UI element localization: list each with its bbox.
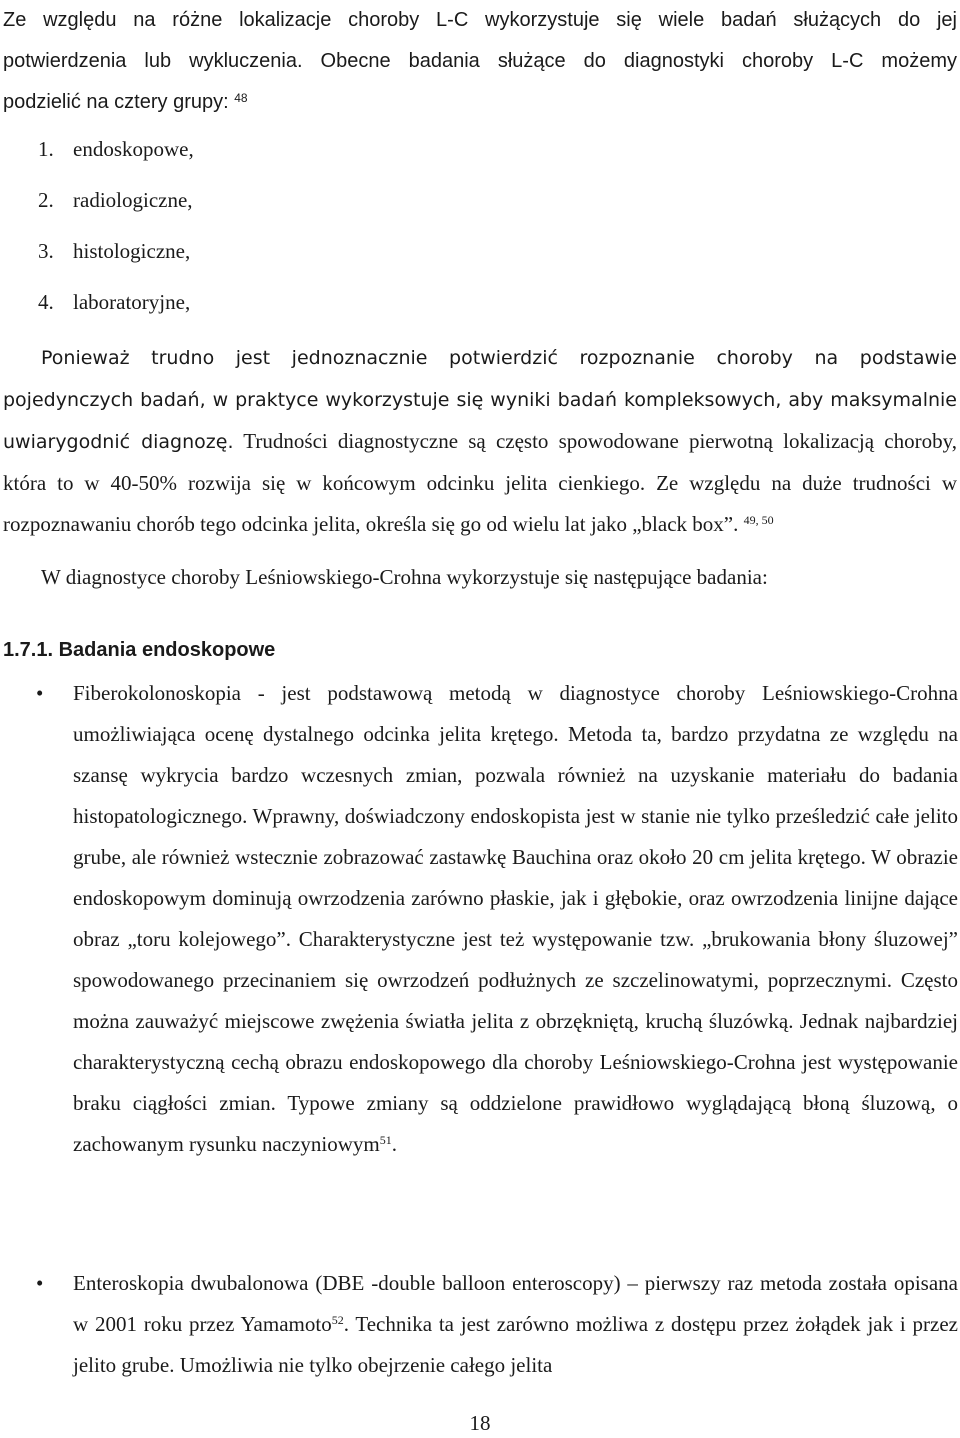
- list-number: 1.: [38, 137, 54, 161]
- bullet-tail: .: [391, 1132, 397, 1156]
- paragraph-part: Ze względu na duże trudności w rozpoznawaniu chorób tego odcinka jelita, określa się go od wielu lat jako „black box”.: [3, 471, 958, 536]
- paragraph-part: Trudności diagnostyczne są często spowodowane pierwotną lokalizacją choroby, która to w 40-50% rozwija się w końcowym odcinku jelita cienkiego.: [3, 429, 957, 495]
- list-number: 4.: [38, 290, 54, 314]
- intro-line: [3, 82, 957, 123]
- list-item: [38, 175, 194, 226]
- list-label: endoskopowe,: [73, 137, 194, 161]
- paragraph-part: Ponieważ trudno jest jednoznacznie potwierdzić rozpoznanie choroby na podstawie pojedynczych badań, w praktyce wykorzystuje się wyniki badań kompleksowych, aby maksymalnie uwiarygodnić diagnozę.: [3, 347, 957, 453]
- intro-line-text: podzielić na cztery grupy:: [3, 91, 235, 113]
- list-item: [38, 226, 194, 277]
- list-label: radiologiczne,: [73, 188, 193, 212]
- bullet-body: Enteroskopia dwubalonowa (DBE -double balloon enteroscopy) – pierwszy raz metoda została opisana w 2001 roku przez Yamamoto: [73, 1271, 958, 1336]
- intro-line: Ze względu na różne lokalizacje choroby L-C wykorzystuje się wiele badań służących do jej: [3, 9, 957, 31]
- diagnostic-groups-list: [38, 124, 194, 328]
- list-item: [38, 124, 194, 175]
- bullet-text: [73, 673, 958, 1165]
- footnote-ref: 52: [331, 1313, 344, 1327]
- footnote-ref: 49, 50: [743, 513, 774, 527]
- bullet-icon: •: [36, 681, 44, 705]
- intro-line: potwierdzenia lub wykluczenia. Obecne badania służące do diagnostyki choroby L-C możemy: [3, 50, 957, 72]
- main-paragraph: [3, 337, 957, 545]
- list-item: [38, 277, 194, 328]
- footnote-ref: 48: [234, 91, 248, 105]
- list-label: laboratoryjne,: [73, 290, 191, 314]
- list-label: histologiczne,: [73, 239, 191, 263]
- list-number: 2.: [38, 188, 54, 212]
- bullet-text: [73, 1263, 958, 1386]
- section-heading: 1.7.1. Badania endoskopowe: [3, 639, 276, 661]
- bullet-tail: . Technika ta jest zarówno możliwa z dostępu przez żołądek jak i przez jelito grube. Umożliwia nie tylko obejrzenie całego jelita: [73, 1312, 959, 1377]
- bullet-icon: •: [36, 1271, 44, 1295]
- footnote-ref: 51: [379, 1133, 392, 1147]
- page-number: 18: [469, 1411, 491, 1435]
- bullet-body: Fiberokolonoskopia - jest podstawową metodą w diagnostyce choroby Leśniowskiego-Crohna umożliwiająca ocenę dystalnego odcinka jelita krętego. Metoda ta, bardzo przydatna ze względu na szansę wykrycia bardzo wczesnych zmian, pozwala również na uzyskanie materiału do badania histopatologicznego. Wprawny, doświadczony endoskopista jest w stanie nie tylko prześledzić całe jelito grube, ale również wstecznie zobrazować zastawkę Bauchina oraz około 20 cm jelita krętego. W obrazie endoskopowym dominują owrzodzenia zarówno płaskie, jak i głębokie, oraz owrzodzenia linijne dające obraz „toru kolejowego”. Charakterystyczne jest też występowanie tzw. „brukowania błony śluzowej” spowodowanego przecinaniem się owrzodzeń podłużnych ze szczelinowatymi, poprzecznymi. Często można zauważyć miejscowe zwężenia światła jelita z obrzękniętą, kruchą śluzówką. Jednak najbardziej charakterystyczną cechą obrazu endoskopowego dla choroby Leśniowskiego-Crohna jest występowanie braku ciągłości zmian. Typowe zmiany są oddzielone prawidłowo wyglądającą błoną śluzową, o zachowanym rysunku naczyniowym: [73, 681, 958, 1156]
- intro-paragraph: [3, 0, 957, 123]
- list-number: 3.: [38, 239, 54, 263]
- methods-intro: W diagnostyce choroby Leśniowskiego-Crohna wykorzystuje się następujące badania:: [41, 565, 768, 589]
